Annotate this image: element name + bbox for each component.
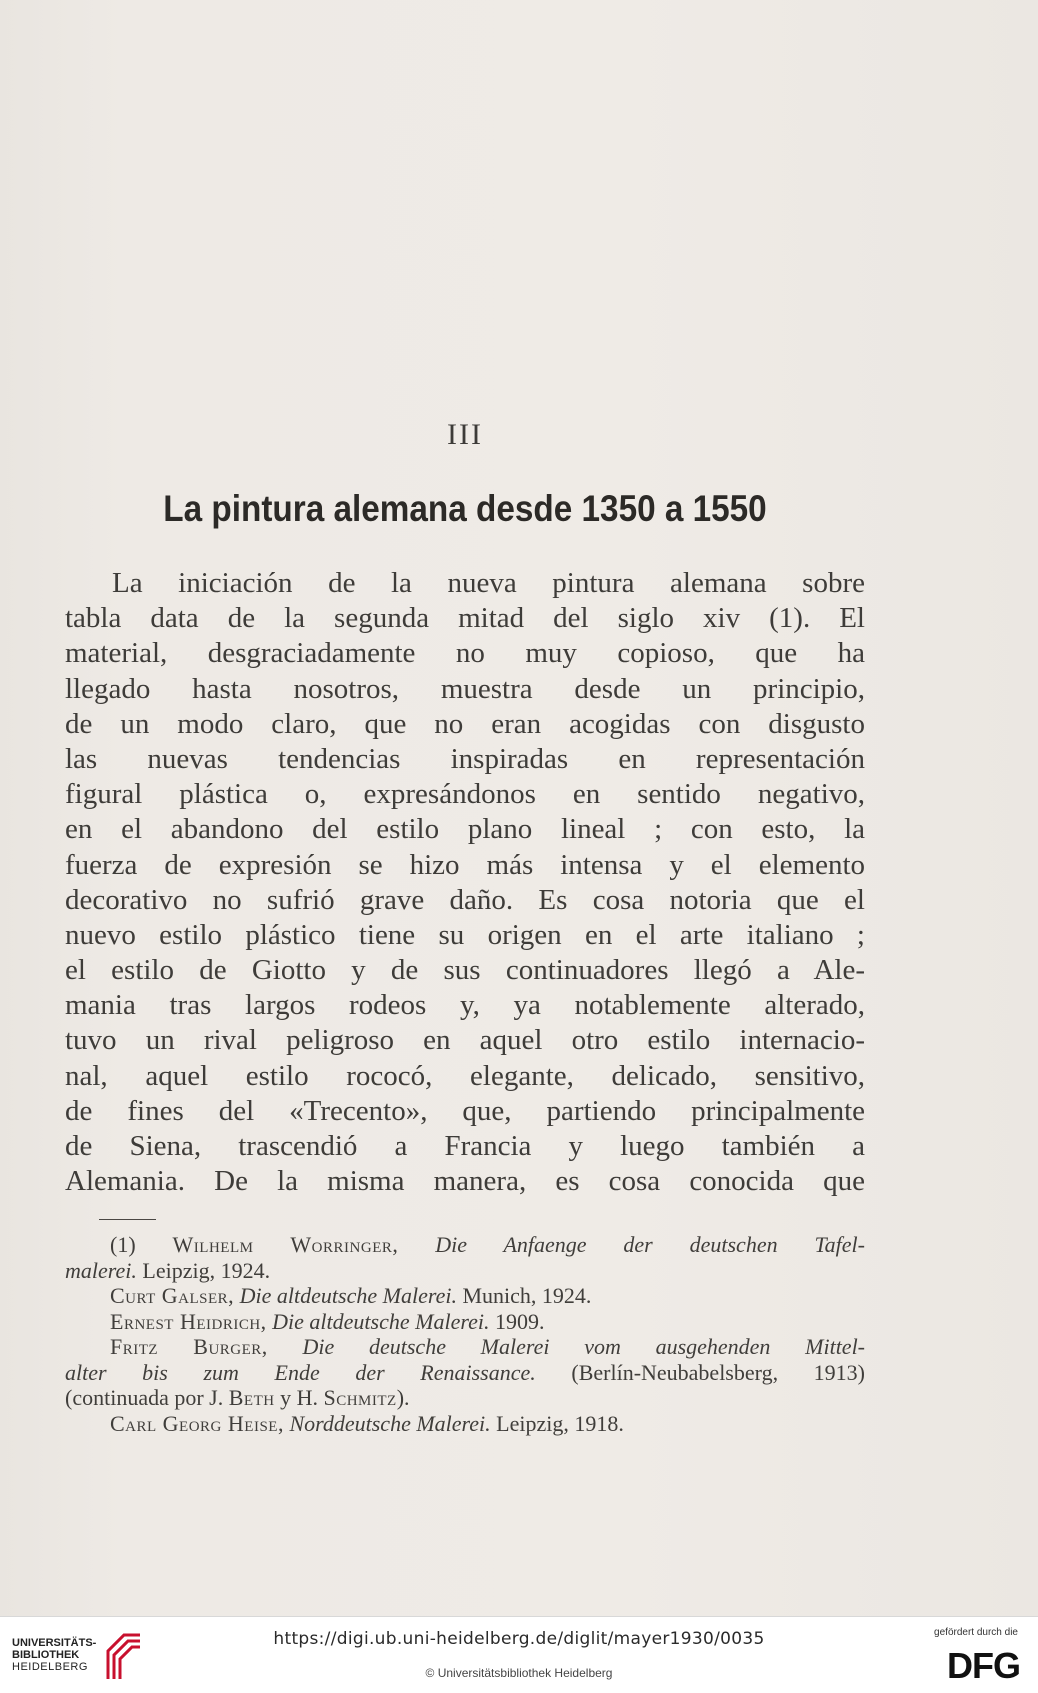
body-line: en el abandono del estilo plano lineal ; con esto, la (65, 813, 865, 846)
body-line: de Siena, trascendió a Francia y luego también a (65, 1130, 865, 1162)
dfg-logo[interactable]: DFG (947, 1645, 1020, 1686)
footnote-author: Curt Galser, (110, 1283, 235, 1308)
library-name-line: BIBLIOTHEK (12, 1649, 80, 1661)
footnote-place: 1909. (494, 1308, 545, 1334)
footnote-title: malerei. (65, 1257, 137, 1283)
footnote-text: y H. (280, 1385, 318, 1410)
footnote-place: Leipzig, 1918. (496, 1410, 624, 1436)
permalink-url[interactable]: https://digi.ub.uni-heidelberg.de/diglit/mayer1930/0035 (273, 1629, 765, 1649)
body-line: llegado hasta nosotros, muestra desde un principio, (65, 672, 865, 705)
viewer-footer (0, 1616, 1038, 1693)
footnote-author: Ernest Heidrich, (110, 1308, 267, 1334)
footnote-author: Wilhelm Worringer, (172, 1232, 399, 1257)
footnote-line (65, 1258, 865, 1284)
footnote-line (65, 1232, 865, 1258)
footnote-title: Die Anfaenge der deutschen Tafel- (435, 1232, 865, 1257)
body-line: La iniciación de la nueva pintura alemana sobre (112, 567, 865, 599)
footnote-text: ). (396, 1385, 410, 1410)
body-line: nuevo estilo plástico tiene su origen en el arte italiano ; (65, 918, 865, 951)
footnote-text: (continuada por J. (65, 1385, 224, 1410)
body-line: de fines del «Trecento», que, partiendo principalmente (65, 1094, 865, 1127)
footnote-place: Munich, 1924. (462, 1283, 592, 1308)
library-city: HEIDELBERG (12, 1661, 88, 1673)
body-line: tuvo un rival peligroso en aquel otro estilo internacio- (65, 1024, 865, 1057)
footnote-author: Schmitz (323, 1385, 397, 1410)
body-line: las nuevas tendencias inspiradas en representación (65, 742, 865, 775)
footnote-marker: (1) (110, 1232, 136, 1257)
footnote-line (65, 1360, 865, 1386)
chapter-title: La pintura alemana desde 1350 a 1550 (163, 488, 767, 529)
footnote-line (65, 1411, 865, 1437)
body-line: tabla data de la segunda mitad del siglo xiv (1). El (65, 602, 865, 635)
library-name-line: UNIVERSITÄTS- (12, 1637, 97, 1649)
footnote-title: alter bis zum Ende der Renaissance. (65, 1359, 536, 1385)
footnote-place: (Berlín-Neubabelsberg, 1913) (571, 1359, 866, 1385)
footnote-place: Leipzig, 1924. (142, 1257, 271, 1283)
footnote-separator (99, 1219, 156, 1220)
footnote-author: Fritz Burger, (110, 1334, 268, 1359)
body-line: de un modo claro, que no eran acogidas con disgusto (65, 707, 865, 740)
body-line: el estilo de Giotto y de sus continuadores llegó a Ale- (65, 954, 865, 987)
footnotes (65, 1232, 865, 1436)
body-line: Alemania. De la misma manera, es cosa conocida que (65, 1165, 865, 1198)
footnote-line (65, 1385, 865, 1411)
footnote-author: Carl Georg Heise, (110, 1410, 284, 1436)
copyright-notice: © Universitätsbibliothek Heidelberg (425, 1666, 613, 1680)
funding-caption: gefördert durch die (934, 1627, 1018, 1638)
footnote-title: Die altdeutsche Malerei. (272, 1308, 490, 1334)
body-line: figural plástica o, expresándonos en sentido negativo, (65, 778, 865, 811)
body-line: decorativo no sufrió grave daño. Es cosa notoria que el (65, 883, 865, 916)
body-line: nal, aquel estilo rococó, elegante, delicado, sensitivo, (65, 1059, 865, 1092)
body-line: material, desgraciadamente no muy copioso, que ha (65, 637, 865, 670)
footnote-title: Die altdeutsche Malerei. (239, 1283, 457, 1308)
footnote-line (65, 1334, 865, 1360)
footnote-title: Die deutsche Malerei vom ausgehenden Mittel- (302, 1334, 866, 1359)
footnote-line (65, 1283, 865, 1309)
body-line: mania tras largos rodeos y, ya notablemente alterado, (65, 989, 865, 1022)
body-paragraph (65, 566, 865, 1199)
footnote-line (65, 1309, 865, 1335)
body-line: fuerza de expresión se hizo más intensa y el elemento (65, 848, 865, 881)
chapter-number: III (447, 418, 483, 451)
footnote-author: Beth (228, 1385, 275, 1410)
footnote-title: Norddeutsche Malerei. (289, 1410, 491, 1436)
